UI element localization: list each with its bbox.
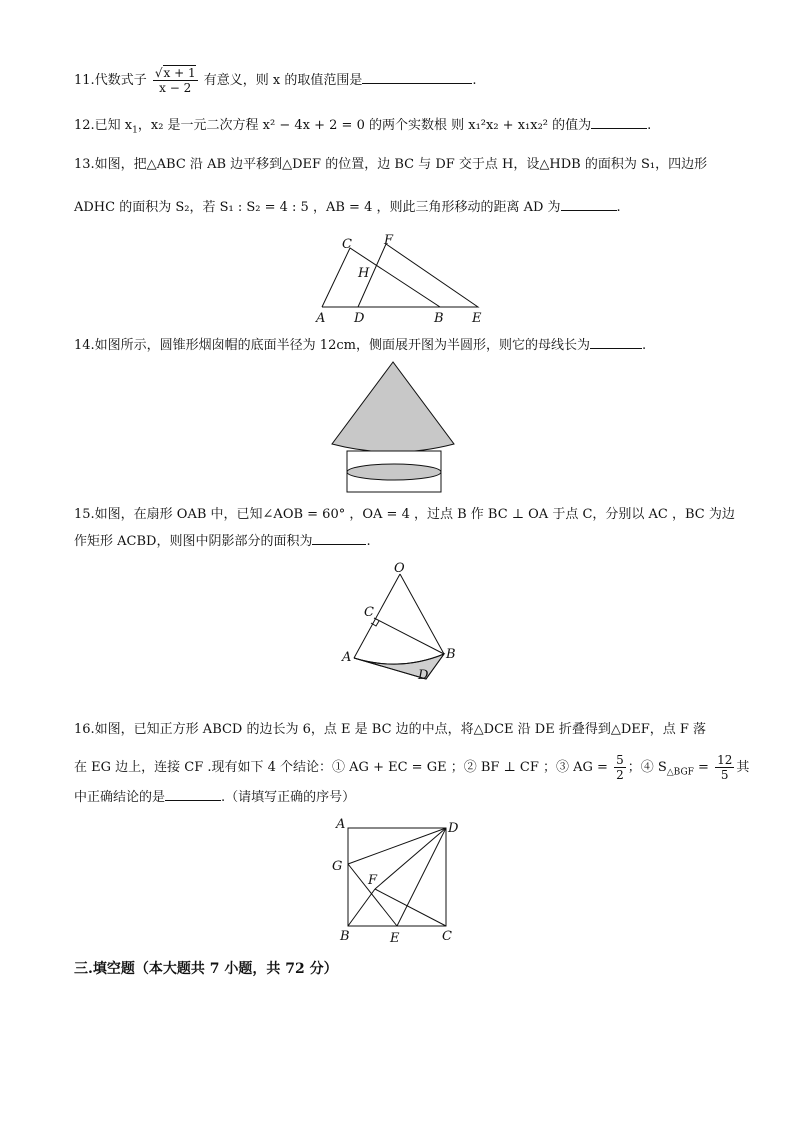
q13-figure <box>310 232 500 324</box>
q16-text-2d: 其 <box>736 760 750 775</box>
segment-OA <box>354 574 400 658</box>
square-ABCD <box>348 828 446 926</box>
label-B: B <box>340 929 350 944</box>
q16-line2 <box>74 753 749 782</box>
q13-line1 <box>74 156 707 174</box>
segment-CB <box>374 618 444 654</box>
shaded-region <box>354 654 444 679</box>
label-H: H <box>358 266 370 281</box>
q15-line2 <box>74 532 371 551</box>
q12-answer-blank[interactable] <box>591 116 647 129</box>
q16-square-figure <box>326 816 466 946</box>
q11-answer-blank[interactable] <box>362 71 472 84</box>
q13-line2 <box>74 198 621 217</box>
q11-line <box>74 66 476 95</box>
label-D: D <box>418 668 429 682</box>
q16-text-2a: 在 EG 边上，连接 CF .现有如下 4 个结论：① AG + EC = GE ；② BF ⊥ CF ；③ AG = <box>74 760 608 775</box>
q12-prefix: 12.已知 x <box>74 118 133 133</box>
segment-BF <box>348 889 375 926</box>
q16-line1 <box>74 721 706 739</box>
q11-fraction: $\frac{√x + 1}{x - 2}$ <box>154 66 196 95</box>
q16-text-2c: = <box>693 760 709 775</box>
label-B: B <box>446 647 456 662</box>
label-D: D <box>448 821 459 836</box>
label-A: A <box>316 311 326 324</box>
q16-text-3-end: .（请填写正确的序号） <box>221 790 356 805</box>
q14-answer-blank[interactable] <box>590 336 642 349</box>
label-G: G <box>332 859 343 874</box>
q12-end: . <box>647 118 652 133</box>
q16-line3 <box>74 788 355 807</box>
label-B: B <box>434 311 444 324</box>
q11-end: . <box>472 73 477 88</box>
q12-line: 12.已知 $x_1$，x₂ 是一元二次方程 x² − 4x + 2 = 0 的两个实数根 则 x₁²x₂ + x₁x₂² 的值为 . <box>74 118 652 136</box>
label-C: C <box>342 237 352 252</box>
q16-text-3: 中正确结论的是 <box>74 790 166 805</box>
q16-fraction-ag: $\frac{5}{2}$ <box>616 753 624 782</box>
segment-GD <box>348 828 446 864</box>
q12-text: ，x₂ 是一元二次方程 x² − 4x + 2 = 0 的两个实数根 则 x₁²x₂ + x₁x₂² 的值为 <box>137 118 592 133</box>
label-D: D <box>354 311 365 324</box>
q15-sector-figure <box>338 560 468 682</box>
q14-text: 14.如图所示，圆锥形烟囱帽的底面半径为 12cm，侧面展开图为半圆形，则它的母线长为 <box>74 338 590 353</box>
label-E: E <box>390 931 400 946</box>
triangle-abc <box>322 248 440 307</box>
q11-numerator: x + 1 <box>163 66 196 80</box>
label-A: A <box>342 650 352 665</box>
label-C: C <box>442 929 452 944</box>
q15-answer-blank[interactable] <box>312 532 366 545</box>
q15-text-2: 作矩形 ACBD，则图中阴影部分的面积为 <box>74 534 313 549</box>
q16-subscript: △BGF <box>666 767 694 778</box>
q14-chimney-cap-figure <box>330 358 456 496</box>
q15-line1 <box>74 506 735 524</box>
label-F: F <box>368 873 378 888</box>
label-O: O <box>394 561 405 576</box>
q11-prefix: 11. <box>74 73 95 88</box>
cone-cap <box>332 362 454 452</box>
q16-answer-blank[interactable] <box>165 788 221 801</box>
q16-text-2b: ；④ S <box>627 760 667 775</box>
q13-end: . <box>616 200 621 215</box>
segment-DE <box>397 828 446 926</box>
label-E: E <box>472 311 482 324</box>
segment-OB <box>400 574 444 654</box>
section-heading: 三.填空题（本大题共 7 小题，共 72 分） <box>74 961 338 977</box>
q13-answer-blank[interactable] <box>561 198 617 211</box>
label-A: A <box>336 817 346 832</box>
chimney-opening <box>347 464 441 480</box>
label-F: F <box>384 233 394 248</box>
q14-line <box>74 336 646 355</box>
q14-end: . <box>641 338 647 353</box>
segment-DF <box>375 828 446 889</box>
q16-text-1: 16.如图，已知正方形 ABCD 的边长为 6，点 E 是 BC 边的中点，将△DCE 沿 DE 折叠得到△DEF，点 F 落 <box>74 722 707 737</box>
q11-prefix-text: 代数式子 <box>94 73 147 88</box>
q15-text-1: 15.如图，在扇形 OAB 中，已知∠AOB = 60° ，OA = 4 ，过点 B 作 BC ⊥ OA 于点 C，分别以 AC ，BC 为边 <box>74 507 735 522</box>
segment-FC <box>375 889 446 926</box>
q16-fraction-area: $\frac{12}{5}$ <box>717 753 733 782</box>
triangle-def <box>358 244 478 307</box>
q11-suffix: 有意义，则 x 的取值范围是 <box>203 73 363 88</box>
q11-denominator: x − 2 <box>159 81 192 95</box>
q13-text-1: 13.如图，把△ABC 沿 AB 边平移到△DEF 的位置，边 BC 与 DF 交于点 H，设△HDB 的面积为 S₁，四边形 <box>74 157 708 172</box>
q13-text-2: ADHC 的面积为 S₂，若 S₁ : S₂ = 4 : 5 ，AB = 4 ，则此三角形移动的距离 AD 为 <box>74 200 561 215</box>
label-C: C <box>364 605 374 620</box>
q15-end: . <box>366 534 371 549</box>
